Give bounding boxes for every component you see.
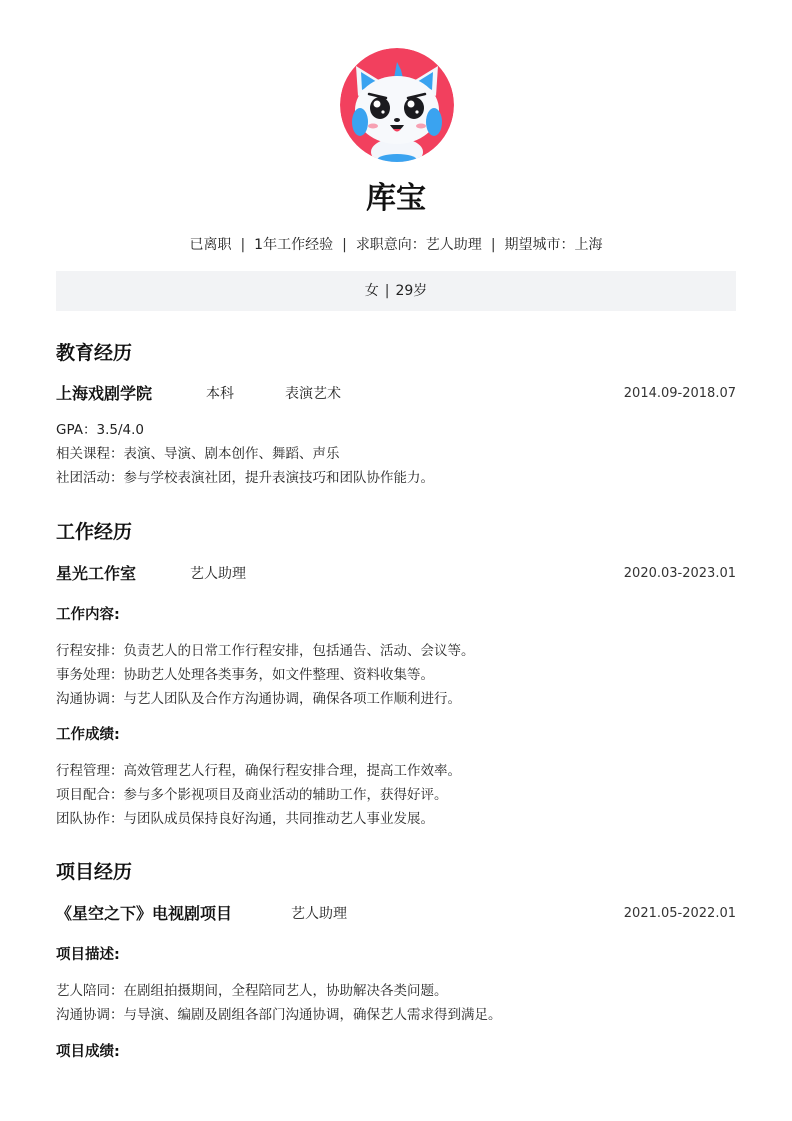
project-section-title: 项目经历 — [56, 861, 133, 883]
list-item: GPA：3.5/4.0 — [56, 422, 144, 438]
gender: 女 — [364, 283, 379, 299]
project-header-row — [56, 901, 736, 927]
work-content-list — [56, 639, 736, 711]
education-section-title: 教育经历 — [56, 342, 133, 364]
work-section-title: 工作经历 — [56, 521, 133, 543]
divider: | — [342, 237, 347, 253]
project-role: 艺人助理 — [291, 906, 347, 922]
work-achievement-title: 工作成绩: — [56, 727, 120, 743]
education-header-row — [56, 381, 736, 407]
cat-mascot-icon — [340, 48, 454, 162]
degree: 本科 — [206, 386, 234, 402]
work-experience: 1年工作经验 — [254, 237, 334, 253]
list-item: 艺人陪同：在剧组拍摄期间，全程陪同艺人，协助解决各类问题。 — [56, 983, 448, 999]
expected-city: 期望城市：上海 — [504, 237, 603, 253]
list-item: 行程管理：高效管理艺人行程，确保行程安排合理，提高工作效率。 — [56, 763, 461, 779]
project-name: 《星空之下》电视剧项目 — [56, 904, 233, 923]
divider: | — [384, 283, 390, 299]
personal-info-bar — [56, 271, 736, 311]
work-header-row — [56, 561, 736, 587]
list-item: 沟通协调：与导演、编剧及剧组各部门沟通协调，确保艺人需求得到满足。 — [56, 1007, 502, 1023]
list-item: 事务处理：协助艺人处理各类事务，如文件整理、资料收集等。 — [56, 667, 434, 683]
divider: | — [240, 237, 246, 253]
list-item: 相关课程：表演、导演、剧本创作、舞蹈、声乐 — [56, 446, 340, 462]
candidate-name: 库宝 — [366, 181, 426, 216]
education-details — [56, 418, 736, 490]
major: 表演艺术 — [285, 386, 341, 402]
work-date: 2020.03-2023.01 — [623, 566, 736, 581]
company-name: 星光工作室 — [56, 564, 137, 583]
divider: | — [490, 237, 496, 253]
employment-status: 已离职 — [189, 237, 232, 253]
project-desc-list — [56, 979, 736, 1027]
project-desc-title: 项目描述: — [56, 947, 120, 963]
list-item: 行程安排：负责艺人的日常工作行程安排，包括通告、活动、会议等。 — [56, 643, 475, 659]
job-intent: 求职意向：艺人助理 — [355, 237, 482, 253]
list-item: 项目配合：参与多个影视项目及商业活动的辅助工作，获得好评。 — [56, 787, 448, 803]
school-name: 上海戏剧学院 — [56, 384, 153, 403]
list-item: 社团活动：参与学校表演社团，提升表演技巧和团队协作能力。 — [56, 470, 434, 486]
age: 29岁 — [395, 283, 428, 299]
job-role: 艺人助理 — [190, 566, 246, 582]
candidate-meta — [56, 234, 736, 256]
work-content-title: 工作内容: — [56, 607, 120, 623]
education-date: 2014.09-2018.07 — [623, 386, 736, 401]
project-date: 2021.05-2022.01 — [623, 906, 736, 921]
work-achievement-list — [56, 759, 736, 831]
list-item: 沟通协调：与艺人团队及合作方沟通协调，确保各项工作顺利进行。 — [56, 691, 461, 707]
list-item: 团队协作：与团队成员保持良好沟通，共同推动艺人事业发展。 — [56, 811, 434, 827]
project-achievement-title: 项目成绩: — [56, 1044, 120, 1060]
avatar — [340, 48, 454, 162]
